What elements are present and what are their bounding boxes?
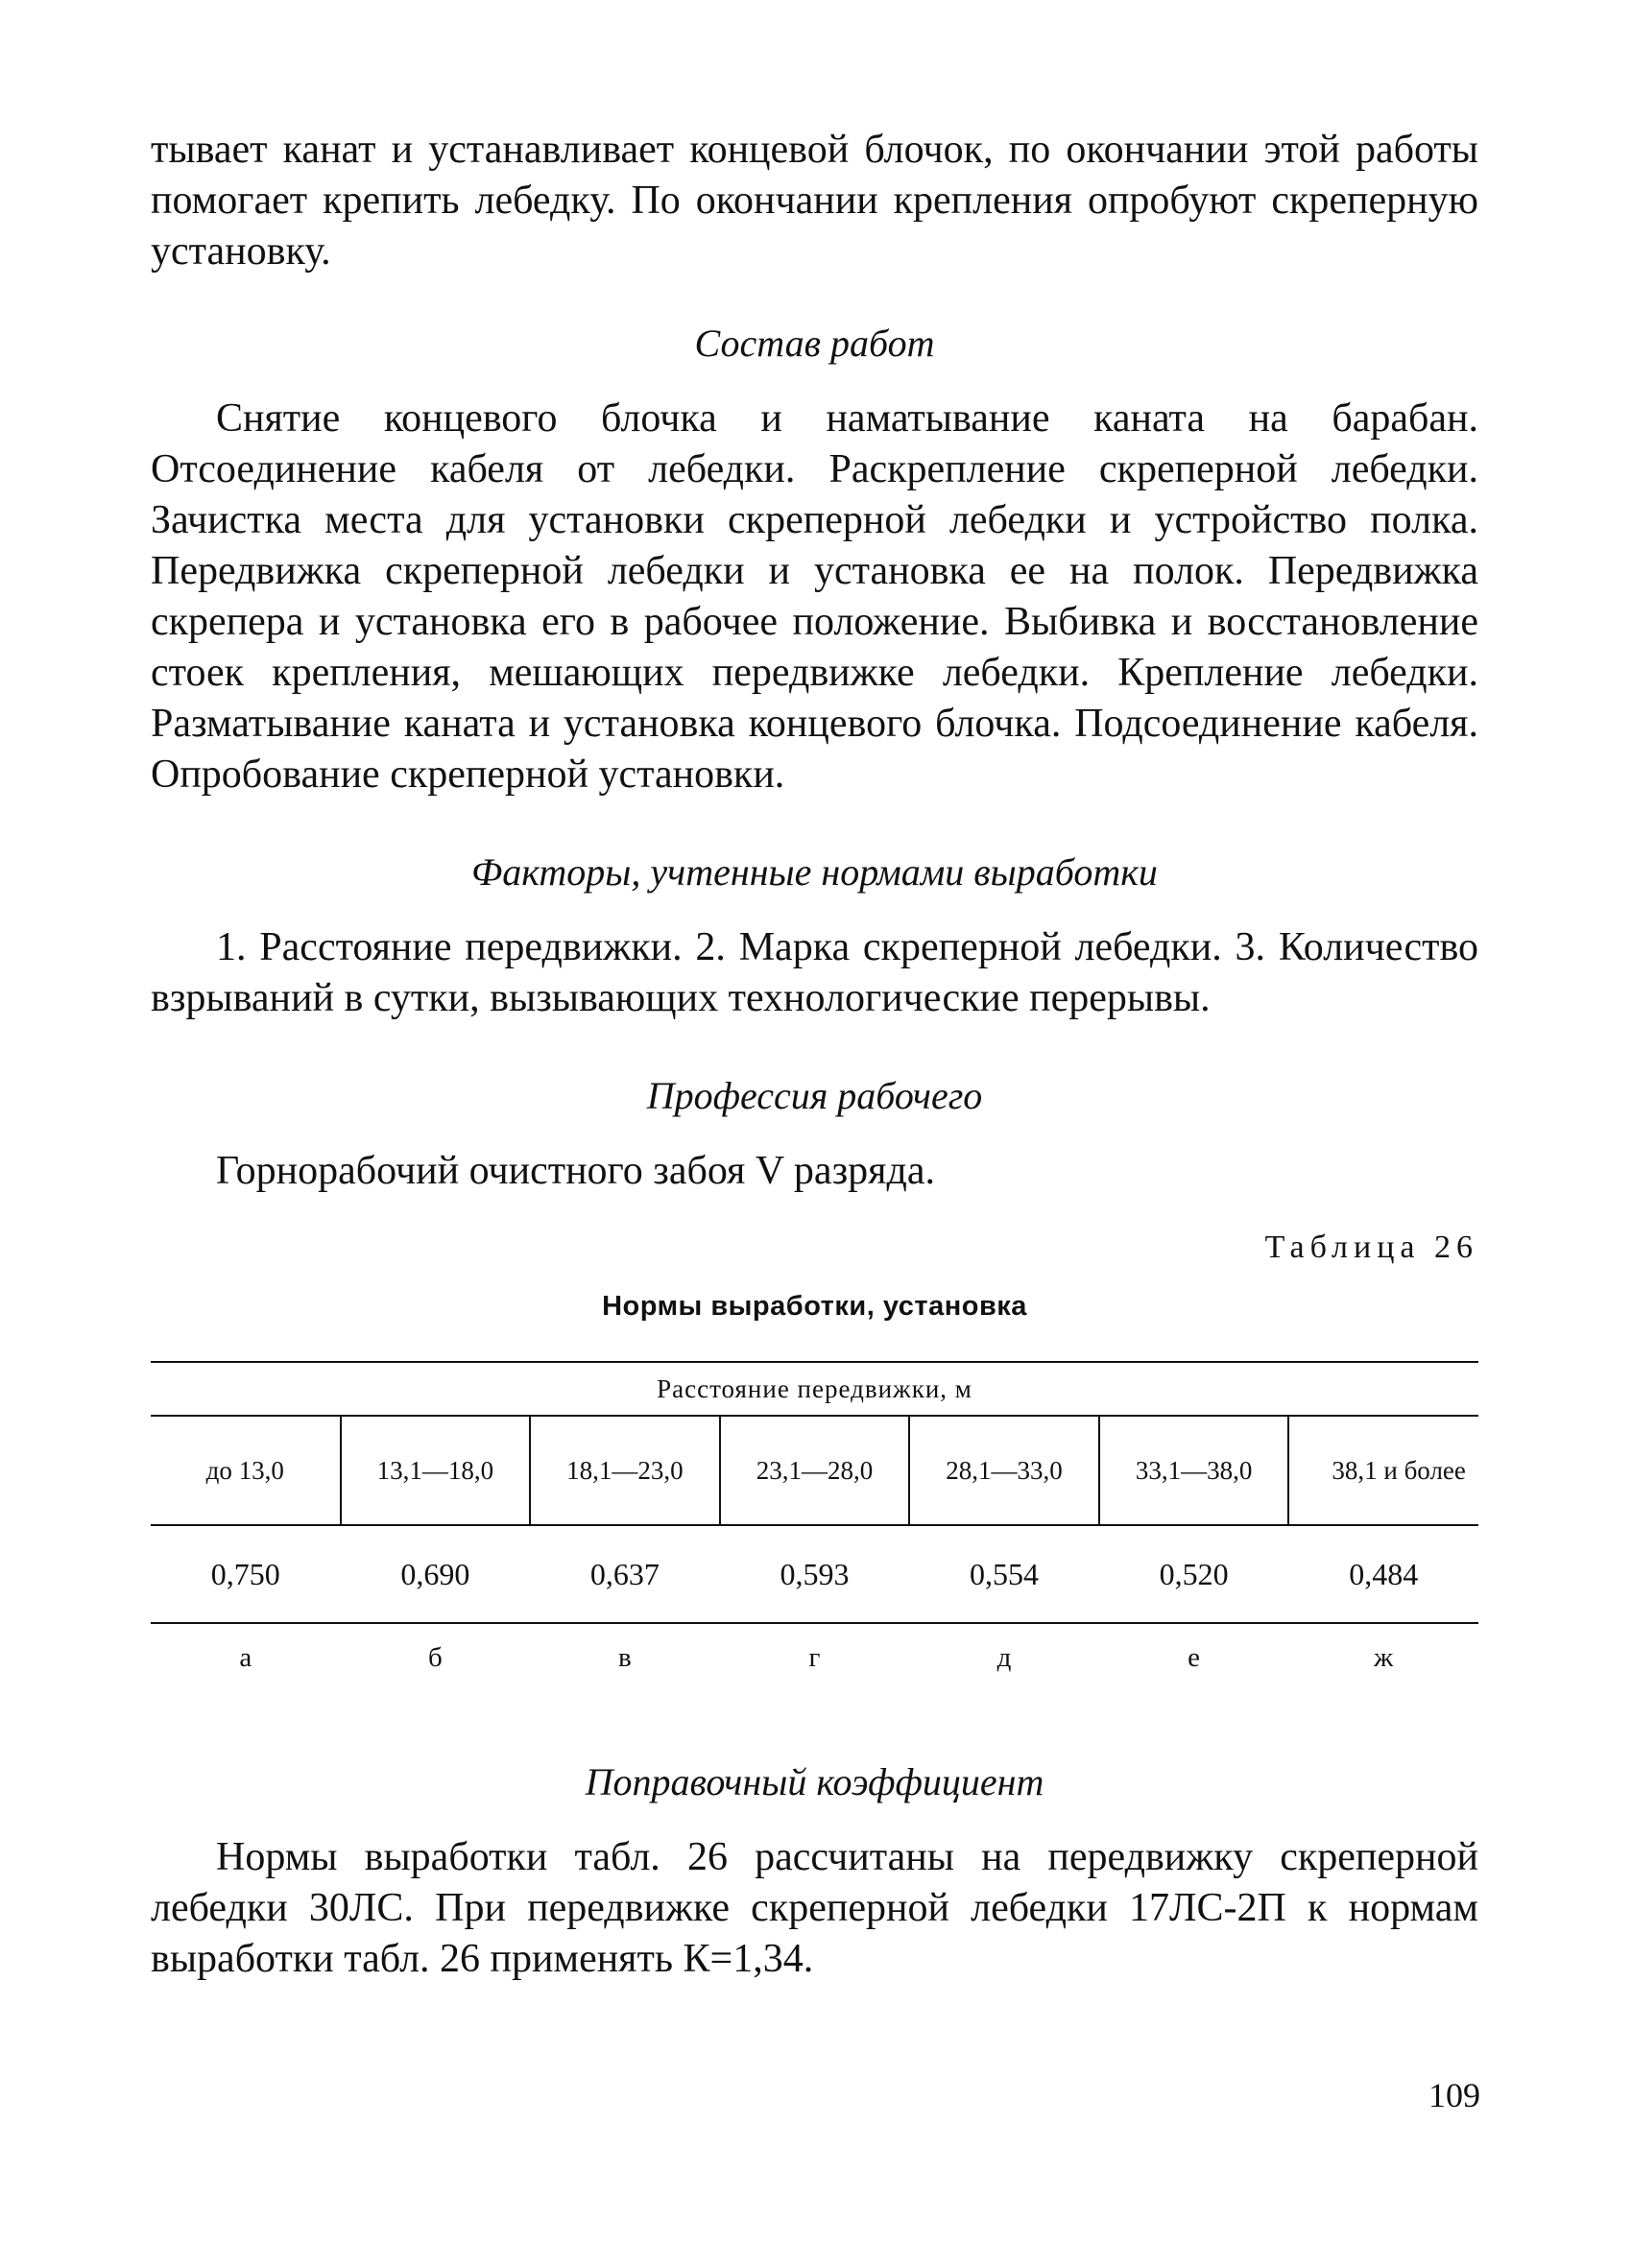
table-cell: 0,690: [341, 1525, 531, 1623]
profession-paragraph: Горнорабочий очистного забоя V разряда.: [216, 1149, 935, 1193]
column-header: 13,1—18,0: [341, 1416, 531, 1525]
column-header: 23,1—28,0: [720, 1416, 910, 1525]
table-cell: 0,750: [151, 1525, 341, 1623]
table-cell: г: [808, 1641, 821, 1673]
page-number: 109: [1428, 2076, 1480, 2114]
table-cell: ж: [1374, 1641, 1394, 1673]
column-header: 38,1 и более: [1288, 1416, 1478, 1525]
table-cell: 0,554: [909, 1525, 1099, 1623]
letters-row: [151, 1623, 1478, 1691]
table-cell: 0,593: [720, 1525, 910, 1623]
values-row: [151, 1525, 1478, 1623]
table-label: Таблица 26: [1264, 1229, 1478, 1265]
table-cell: е: [1188, 1641, 1201, 1673]
column-header: до 13,0: [151, 1416, 341, 1525]
table-cell: 0,520: [1099, 1525, 1289, 1623]
intro-paragraph: тывает канат и устанавливает концевой блочок, по окончании этой работы помогает крепить лебедку. По окончании крепления опробуют скреперную установку.: [151, 128, 1478, 274]
norms-table: [151, 1361, 1478, 1691]
factors-paragraph: 1. Расстояние передвижки. 2. Марка скреперной лебедки. 3. Количество взрываний в сутки, вызывающих технологические перерывы.: [151, 925, 1478, 1020]
profession-heading: Профессия рабочего: [646, 1074, 983, 1117]
table-title: Нормы выработки, установка: [602, 1291, 1027, 1322]
table-cell: а: [239, 1641, 252, 1673]
column-header: 28,1—33,0: [909, 1416, 1099, 1525]
table-cell: в: [618, 1641, 632, 1673]
column-header: 33,1—38,0: [1099, 1416, 1289, 1525]
table-cell: 0,637: [530, 1525, 720, 1623]
table-cell: б: [427, 1641, 443, 1673]
page-content: [151, 125, 1478, 1985]
composition-heading: Состав работ: [694, 322, 935, 365]
correction-heading: Поправочный коэффициент: [585, 1760, 1044, 1803]
table-cell: 0,484: [1288, 1525, 1478, 1623]
composition-paragraph: Снятие концевого блочка и наматывание каната на барабан. Отсоединение кабеля от лебедки. Раскрепление скреперной лебедки. Зачистка места для установки скреперной лебедки и устройство полка. Передвижка скреперной лебедки и установка ее на полок. Передвижка скрепера и установка его в рабочее положение. Выбивка и восстановление стоек крепления, мешающих передвижке лебедки. Крепление лебедки. Разматывание каната и установка концевого блочка. Подсоединение кабеля. Опробование скреперной установки.: [151, 396, 1478, 797]
table-group-header: Расстояние передвижки, м: [151, 1362, 1478, 1416]
correction-paragraph: Нормы выработки табл. 26 рассчитаны на передвижку скреперной лебедки 30ЛС. При передвижке скреперной лебедки 17ЛС-2П к нормам выработки табл. 26 применять К=1,34.: [151, 1835, 1478, 1981]
column-header: 18,1—23,0: [530, 1416, 720, 1525]
factors-heading: Факторы, учтенные нормами выработки: [471, 850, 1158, 894]
table-cell: д: [996, 1641, 1012, 1673]
